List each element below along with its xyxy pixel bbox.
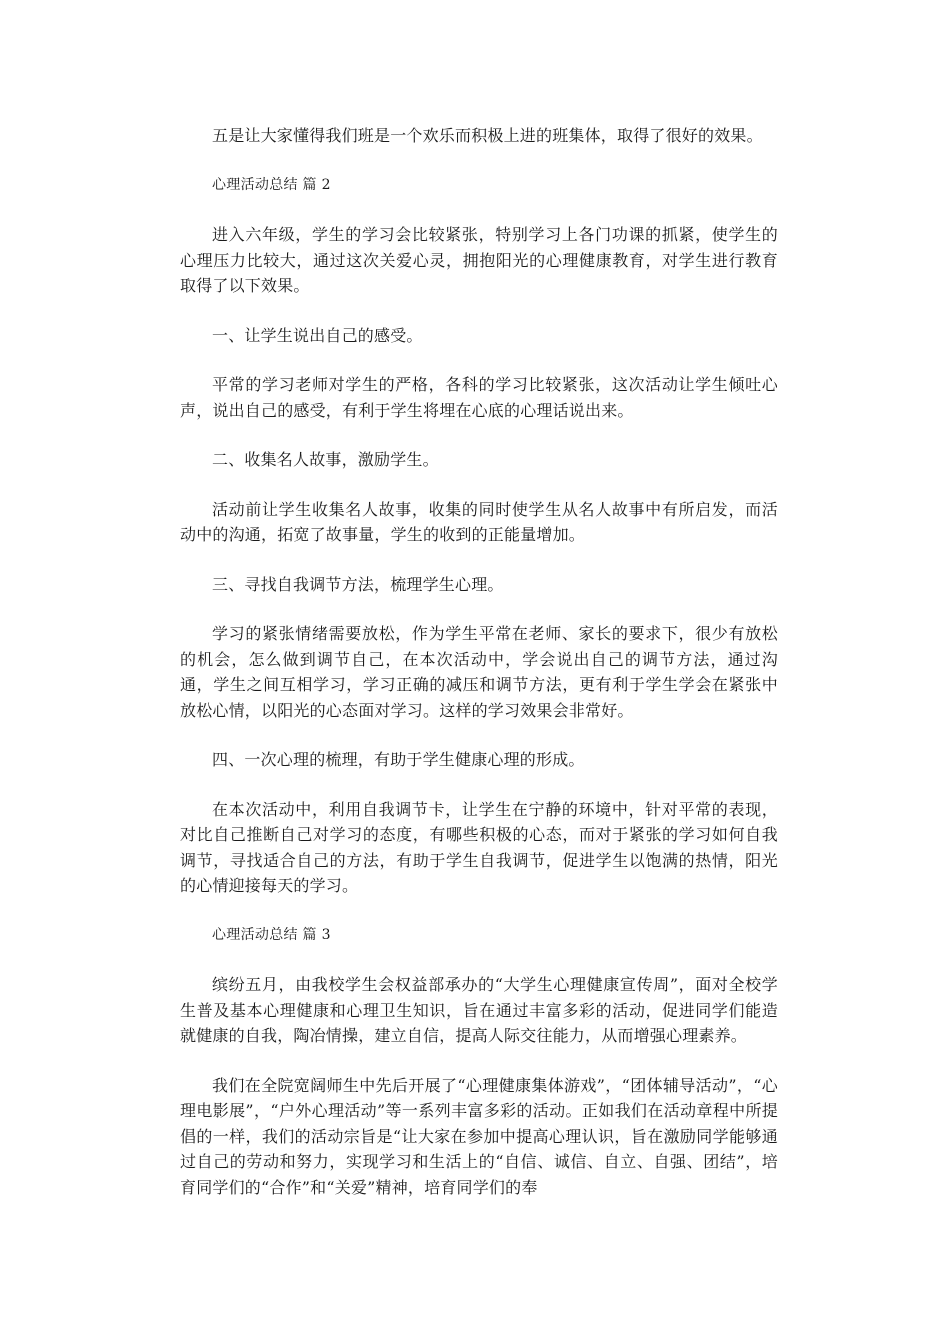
document-body xyxy=(180,123,778,1224)
paragraph: 五是让大家懂得我们班是一个欢乐而积极上进的班集体，取得了很好的效果。 xyxy=(212,126,763,145)
section-heading: 心理活动总结 篇 3 xyxy=(212,926,331,943)
paragraph: 在本次活动中，利用自我调节卡，让学生在宁静的环境中，针对平常的表现，对比自己推断自己对学习的态度，有哪些积极的心态，而对于紧张的学习如何自我调节，寻找适合自己的方法，有助于学生自我调节，促进学生以饱满的热情，阳光的心情迎接每天的学习。 xyxy=(180,799,778,895)
paragraph: 进入六年级，学生的学习会比较紧张，特别学习上各门功课的抓紧，使学生的心理压力比较大，通过这次关爱心灵，拥抱阳光的心理健康教育，对学生进行教育取得了以下效果。 xyxy=(180,225,778,295)
paragraph: 学习的紧张情绪需要放松，作为学生平常在老师、家长的要求下，很少有放松的机会，怎么做到调节自己，在本次活动中，学会说出自己的调节方法，通过沟通，学生之间互相学习，学习正确的减压和调节方法，更有利于学生学会在紧张中放松心情，以阳光的心态面对学习。这样的学习效果会非常好。 xyxy=(180,624,778,720)
paragraph: 平常的学习老师对学生的严格，各科的学习比较紧张，这次活动让学生倾吐心声，说出自己的感受，有利于学生将埋在心底的心理话说出来。 xyxy=(180,375,778,420)
section-heading: 心理活动总结 篇 2 xyxy=(212,176,331,193)
paragraph: 我们在全院宽阔师生中先后开展了“心理健康集体游戏”，“团体辅导活动”，“心理电影展”，“户外心理活动”等一系列丰富多彩的活动。正如我们在活动章程中所提倡的一样，我们的活动宗旨是“让大家在参加中提高心理认识，旨在激励同学能够通过自己的劳动和努力，实现学习和生活上的“自信、诚信、自立、自强、团结”，培育同学们的“合作”和“关爱”精神，培育同学们的奉 xyxy=(180,1075,778,1197)
paragraph: 缤纷五月，由我校学生会权益部承办的“大学生心理健康宣传周”，面对全校学生普及基本心理健康和心理卫生知识，旨在通过丰富多彩的活动，促进同学们能造就健康的自我，陶冶情操，建立自信，提高人际交往能力，从而增强心理素养。 xyxy=(180,975,778,1045)
point-heading: 二、收集名人故事，激励学生。 xyxy=(212,450,439,469)
point-heading: 四、一次心理的梳理，有助于学生健康心理的形成。 xyxy=(212,750,585,769)
point-heading: 一、让学生说出自己的感受。 xyxy=(212,325,423,345)
point-heading: 三、寻找自我调节方法，梳理学生心理。 xyxy=(212,574,504,594)
paragraph: 活动前让学生收集名人故事，收集的同时使学生从名人故事中有所启发，而活动中的沟通，拓宽了故事量，学生的收到的正能量增加。 xyxy=(180,499,778,544)
